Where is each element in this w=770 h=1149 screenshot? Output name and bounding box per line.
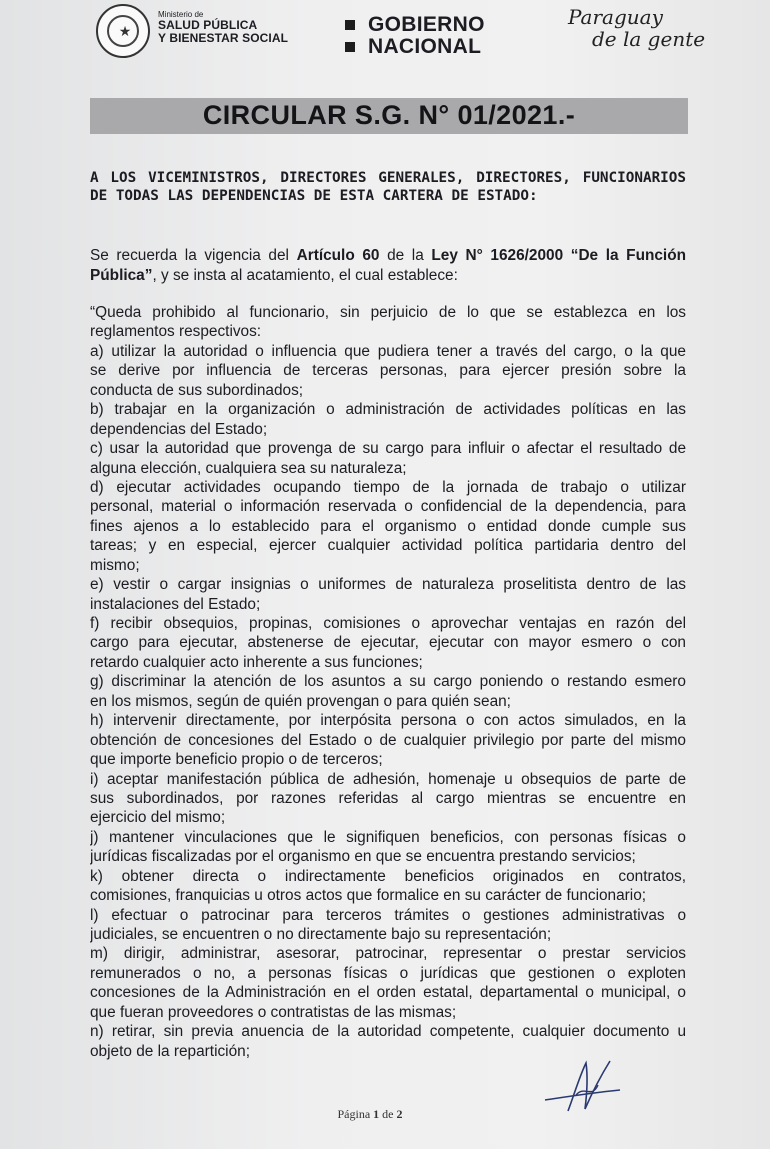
- text-line: reglamentos respectivos:: [90, 323, 262, 341]
- text-line: en los mismos, según de quién provengan o para quién sean;: [90, 692, 511, 710]
- text-line: que fueran proveedores o contratistas de las mismas;: [90, 1003, 457, 1021]
- text-line: tareas; y en especial, ejercer cualquier actividad política partidaria dentro del: [90, 537, 686, 555]
- text-line: c) usar la autoridad que provenga de su cargo para influir o afectar el resultado de: [90, 440, 686, 458]
- text-line: f) recibir obsequios, propinas, comisiones o aprovechar ventajas en razón del: [90, 615, 686, 632]
- text-line: ejercicio del mismo;: [90, 809, 226, 827]
- page-footer: [0, 1107, 740, 1122]
- text-line: cargo para ejecutar, abstenerse de ejecutar, ejecutar con mayor esmero o con: [90, 634, 686, 652]
- text-line: b) trabajar en la organización o administración de actividades políticas en las: [90, 401, 686, 419]
- text-line: j) mantener vinculaciones que le signifiquen beneficios, con personas físicas o: [90, 828, 686, 846]
- text-line: k) obtener directa o indirectamente beneficios originados en contratos,: [90, 867, 686, 885]
- lead-text-3: , y se insta al acatamiento, el cual establece:: [152, 266, 458, 284]
- text-line: que importe beneficio propio o de terceros;: [90, 751, 383, 769]
- text-line: m) dirigir, administrar, asesorar, patrocinar, representar o prestar servicios: [90, 945, 686, 963]
- lead-text-1: Se recuerda la vigencia del: [90, 247, 297, 264]
- text-line: remunerados o no, a personas físicas o jurídicas que gestionen o exploten: [90, 964, 686, 982]
- text-line: judiciales, se encuentren o no directamente bajo su representación;: [90, 926, 552, 943]
- ministry-name: [158, 10, 288, 45]
- text-line: dependencias del Estado;: [90, 420, 268, 438]
- text-line: concesiones de la Administración en el orden estatal, departamental o municipal, o: [90, 984, 686, 1002]
- text-line: fines ajenos a lo establecido para el organismo o entidad donde cumple sus: [90, 517, 686, 535]
- text-line: d) ejecutar actividades ocupando tiempo de la jornada de trabajo o utilizar: [90, 478, 686, 496]
- text-line: e) vestir o cargar insignias o uniformes de naturaleza proselitista dentro de las: [90, 576, 686, 594]
- text-line: jurídicas fiscalizadas por el organismo en que se encuentra prestando servicios;: [90, 848, 636, 866]
- paraguay-de-la-gente-logo: [568, 6, 708, 50]
- lead-article: Artículo 60: [296, 247, 380, 264]
- ministry-line-1: Ministerio de: [158, 10, 204, 19]
- text-line: se derive por influencia de terceras personas, para ejercer presión sobre la: [90, 362, 686, 380]
- text-line: n) retirar, sin previa anuencia de la autoridad competente, cualquier documento u: [90, 1023, 686, 1041]
- text-line: i) aceptar manifestación pública de adhesión, homenaje u obsequios de parte de: [90, 770, 686, 788]
- ministry-seal-icon: [96, 4, 150, 58]
- lead-text-2: de la: [379, 247, 432, 264]
- article-text: [90, 303, 686, 1061]
- page-sep: de: [379, 1107, 397, 1121]
- text-line: comisiones, franquicias u otros actos que formalice en su carácter de funcionario;: [90, 887, 647, 905]
- square-icon: [345, 20, 355, 30]
- page-number: 1: [373, 1107, 380, 1121]
- de-la-gente-text: de la gente: [592, 27, 706, 51]
- ministry-line-3: Y BIENESTAR SOCIAL: [158, 31, 289, 45]
- text-line: h) intervenir directamente, por interpósita persona o con actos simulados, en la: [90, 712, 686, 730]
- text-line: sus subordinados, por razones referidas al cargo mientras se encuentre en: [90, 789, 686, 807]
- lead-law: Ley N° 1626/2000 “De la Función Pública”: [90, 247, 687, 284]
- page-total: 2: [396, 1107, 403, 1121]
- square-icon: [345, 42, 355, 52]
- text-line: a) utilizar la autoridad o influencia que pudiera tener a través del cargo, o la que: [90, 342, 686, 360]
- text-line: conducta de sus subordinados;: [90, 381, 304, 399]
- gobierno-text: GOBIERNO: [368, 13, 485, 36]
- text-line: g) discriminar la atención de los asuntos a su cargo poniendo o restando esmero: [90, 673, 686, 691]
- text-line: retardo cualquier acto inherente a sus funciones;: [90, 653, 423, 671]
- text-line: alguna elección, cualquiera sea su naturaleza;: [90, 459, 407, 477]
- nacional-text: NACIONAL: [368, 35, 482, 58]
- document-title: CIRCULAR S.G. N° 01/2021.-: [202, 100, 576, 130]
- text-line: l) efectuar o patrocinar para terceros trámites o gestiones administrativas o: [90, 906, 686, 924]
- page-label: Página: [337, 1107, 374, 1121]
- ministry-line-2: SALUD PÚBLICA: [158, 18, 258, 32]
- lead-paragraph: [90, 246, 686, 285]
- text-line: instalaciones del Estado;: [90, 595, 261, 613]
- text-line: personal, material o información reservada o confidencial de la dependencia, para: [90, 498, 686, 516]
- star-icon: ★: [118, 23, 132, 39]
- gobierno-nacional-logo: [345, 14, 485, 58]
- title-banner: [90, 98, 688, 134]
- text-line: “Queda prohibido al funcionario, sin perjuicio de lo que se establezca en los: [90, 304, 686, 321]
- addressee-paragraph: A LOS VICEMINISTROS, DIRECTORES GENERALES, DIRECTORES, FUNCIONARIOS DE TODAS LAS DEPENDENCIAS DE ESTA CARTERA DE ESTADO:: [90, 170, 686, 204]
- signature-icon: [540, 1055, 630, 1115]
- text-line: mismo;: [90, 556, 140, 574]
- text-line: obtención de concesiones del Estado o de cualquier privilegio por parte del mismo: [90, 731, 686, 749]
- seal-inner-ring: [107, 15, 139, 47]
- paraguay-text: Paraguay: [568, 5, 663, 29]
- text-line: objeto de la repartición;: [90, 1042, 250, 1060]
